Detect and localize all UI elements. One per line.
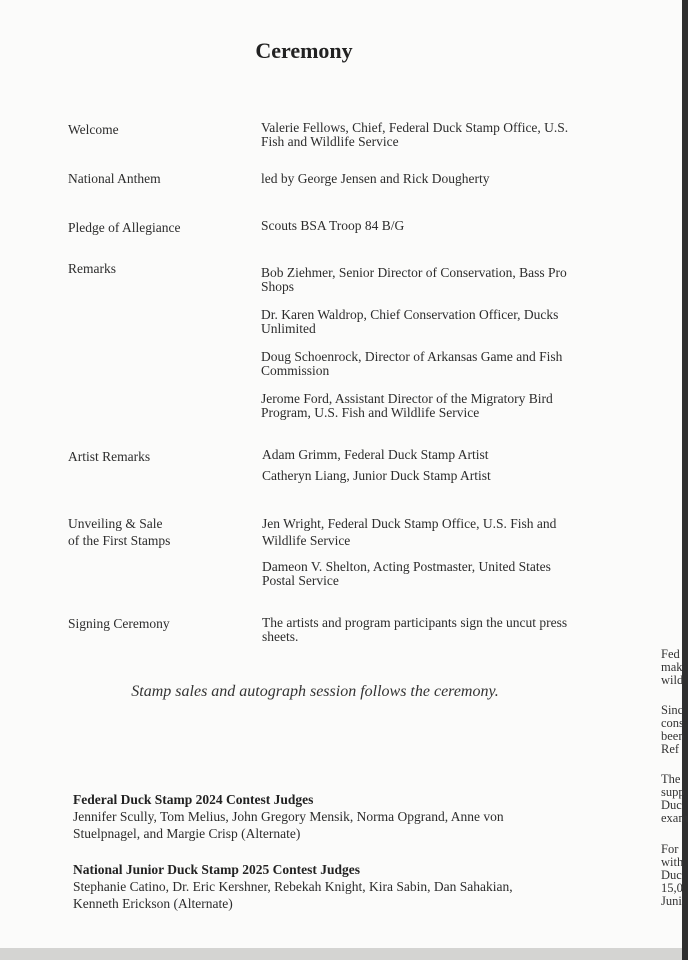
artist-remarks-label: Artist Remarks — [68, 449, 151, 464]
adjacent-page-text: Juni — [661, 894, 682, 908]
adjacent-page-text: 15,0 — [661, 881, 683, 895]
page-shadow-bottom — [0, 948, 682, 960]
adjacent-page-text: cons — [661, 716, 684, 730]
pledge-label: Pledge of Allegiance — [68, 220, 181, 235]
remarks-item: Doug Schoenrock, Director of Arkansas Game and Fish Commission — [261, 349, 563, 378]
unveiling-label-line: Unveiling & Sale — [68, 516, 163, 531]
adjacent-page-text: Sinc — [661, 703, 684, 717]
junior-judges-names: Stephanie Catino, Dr. Eric Kershner, Rebekah Knight, Kira Sabin, Dan Sahakian, Kenneth Erickson (Alternate) — [73, 879, 513, 911]
federal-judges-title: Federal Duck Stamp 2024 Contest Judges — [73, 792, 314, 807]
adjacent-page-text: Duc — [661, 798, 682, 812]
adjacent-page-text: Duc — [661, 868, 682, 882]
signing-label: Signing Ceremony — [68, 616, 170, 631]
anthem-text: led by George Jensen and Rick Dougherty — [261, 171, 490, 186]
adjacent-page-text: For — [661, 842, 679, 856]
unveiling-label-line: of the First Stamps — [68, 533, 171, 548]
adjacent-page-text: exam — [661, 811, 688, 825]
closing-note: Stamp sales and autograph session follows the ceremony. — [131, 683, 499, 700]
adjacent-page-text: supp — [661, 785, 685, 799]
remarks-item: Bob Ziehmer, Senior Director of Conservation, Bass Pro Shops — [261, 265, 567, 294]
adjacent-page-text: Fed — [661, 647, 680, 661]
unveiling-item: Jen Wright, Federal Duck Stamp Office, U.S. Fish and Wildlife Service — [262, 516, 557, 548]
artist-remarks-item: Adam Grimm, Federal Duck Stamp Artist — [262, 447, 489, 462]
adjacent-page-text: The — [661, 772, 681, 786]
adjacent-page-text: with — [661, 855, 684, 869]
unveiling-item: Dameon V. Shelton, Acting Postmaster, United States Postal Service — [262, 559, 551, 588]
artist-remarks-item: Catheryn Liang, Junior Duck Stamp Artist — [262, 468, 491, 483]
unveiling-label — [68, 515, 170, 549]
welcome-text: Valerie Fellows, Chief, Federal Duck Stamp Office, U.S. Fish and Wildlife Service — [261, 120, 569, 149]
remarks-label: Remarks — [68, 261, 116, 276]
adjacent-page-text: Ref — [661, 742, 680, 756]
adjacent-page-text: been — [661, 729, 685, 743]
junior-judges-title: National Junior Duck Stamp 2025 Contest Judges — [73, 862, 361, 877]
signing-text: The artists and program participants sign the uncut press sheets. — [262, 615, 568, 644]
federal-judges-names: Jennifer Scully, Tom Melius, John Gregory Mensik, Norma Opgrand, Anne von Stuelpnagel, and Margie Crisp (Alternate) — [73, 809, 504, 841]
welcome-label: Welcome — [68, 122, 119, 137]
adjacent-page-text: wild — [661, 673, 684, 687]
page-title: Ceremony — [255, 38, 353, 63]
remarks-item: Dr. Karen Waldrop, Chief Conservation Officer, Ducks Unlimited — [261, 307, 559, 336]
adjacent-page-text: mak — [661, 660, 683, 674]
remarks-item: Jerome Ford, Assistant Director of the Migratory Bird Program, U.S. Fish and Wildlife Service — [261, 391, 553, 420]
pledge-text: Scouts BSA Troop 84 B/G — [261, 218, 405, 233]
anthem-label: National Anthem — [68, 171, 161, 186]
adjacent-page-edge — [655, 0, 688, 948]
